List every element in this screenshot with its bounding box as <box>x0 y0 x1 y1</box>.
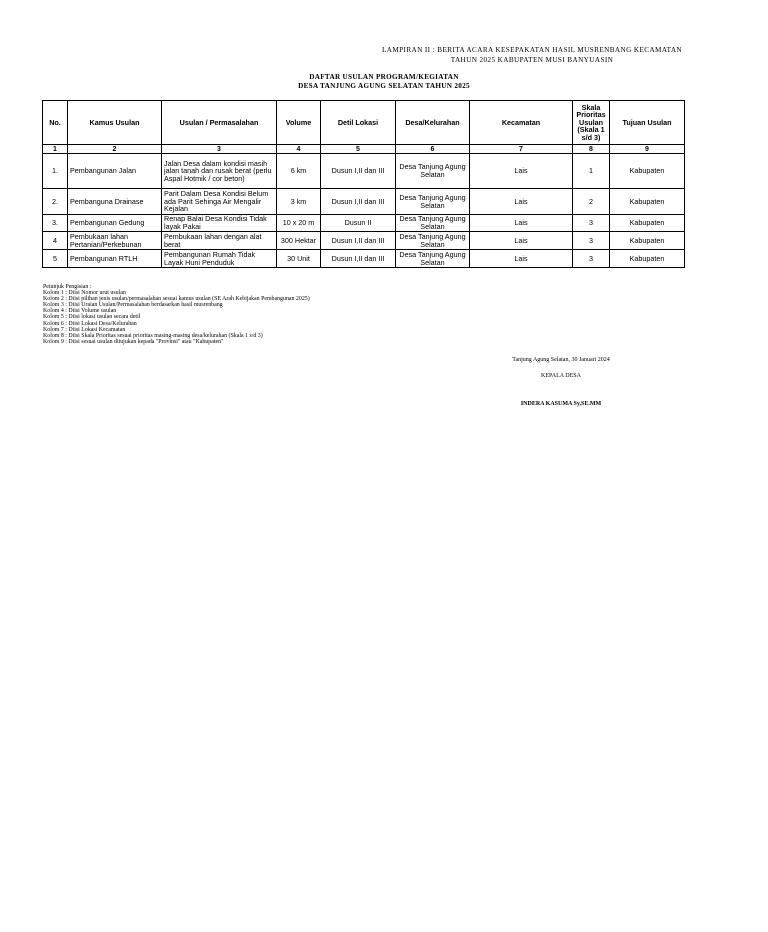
column-number: 6 <box>396 145 470 154</box>
title-line-2: DESA TANJUNG AGUNG SELATAN TAHUN 2025 <box>298 82 470 90</box>
cell-volume: 10 x 20 m <box>277 215 321 232</box>
cell-usulan: Pembukaan lahan dengan alat berat <box>162 232 277 250</box>
cell-skala: 3 <box>573 232 610 250</box>
table-row <box>43 154 685 189</box>
header-cell: No. <box>43 101 68 145</box>
instruction-line: Kolom 3 : Diisi Uraian Usulan/Permasalahan berdasarkan hasil musrenbang <box>43 302 223 309</box>
cell-skala: 2 <box>573 189 610 215</box>
cell-usulan: Renap Balai Desa Kondisi Tidak layak Pakai <box>162 215 277 232</box>
cell-lokasi: Dusun I,II dan III <box>321 189 396 215</box>
cell-volume: 300 Hektar <box>277 232 321 250</box>
instruction-line: Kolom 6 : Diisi Lokasi Desa/Kelurahan <box>43 320 137 327</box>
instruction-line: Kolom 8 : Diisi Skala Prioritas sesuai prioritas masing-masing desa/kelurahan (Skala 1 s/d 3) <box>43 332 263 339</box>
table-header-row <box>43 101 685 145</box>
cell-kecamatan: Lais <box>470 250 573 268</box>
column-number-row <box>43 145 685 154</box>
lampiran-header <box>330 45 734 65</box>
instruction-line: Kolom 2 : Diisi pilihan jenis usulan/permasalahan sesuai kamus usulan (SE Arah Kebijakan Pembangunan 2025) <box>43 296 310 303</box>
cell-usulan: Parit Dalam Desa Kondisi Belum ada Parit Sehinga Air Mengalir Kejalan <box>162 189 277 215</box>
cell-kamus: Pembanguna Drainase <box>68 189 162 215</box>
cell-lokasi: Dusun II <box>321 215 396 232</box>
cell-no: 2. <box>43 189 68 215</box>
header-cell: Usulan / Permasalahan <box>162 101 277 145</box>
header-cell: Detil Lokasi <box>321 101 396 145</box>
instruction-line: Kolom 1 : Diisi Nomor urut usulan <box>43 290 126 297</box>
cell-skala: 1 <box>573 154 610 189</box>
header-cell: Kecamatan <box>470 101 573 145</box>
table-row <box>43 215 685 232</box>
cell-kecamatan: Lais <box>470 215 573 232</box>
instruction-line: Kolom 9 : Diisi sesuai usulan ditujukan kepada "Provinsi" atau "Kabupaten" <box>43 338 224 345</box>
cell-lokasi: Dusun I,II dan III <box>321 232 396 250</box>
column-number: 8 <box>573 145 610 154</box>
cell-lokasi: Dusun I,II dan III <box>321 154 396 189</box>
column-number: 2 <box>68 145 162 154</box>
cell-volume: 6 km <box>277 154 321 189</box>
cell-no: 3. <box>43 215 68 232</box>
cell-desa: Desa Tanjung Agung Selatan <box>396 232 470 250</box>
column-number: 9 <box>610 145 685 154</box>
cell-tujuan: Kabupaten <box>610 232 685 250</box>
column-number: 4 <box>277 145 321 154</box>
table-row <box>43 232 685 250</box>
table-row <box>43 189 685 215</box>
instructions-title: Petunjuk Pengisian : <box>43 284 92 290</box>
cell-no: 5 <box>43 250 68 268</box>
lampiran-line-1: LAMPIRAN II : BERITA ACARA KESEPAKATAN HASIL MUSRENBANG KECAMATAN <box>381 46 683 54</box>
cell-kamus: Pembangunan Jalan <box>68 154 162 189</box>
cell-skala: 3 <box>573 215 610 232</box>
filling-instructions <box>43 284 463 345</box>
cell-usulan: Jalan Desa dalam kondisi masih jalan tanah dan rusak berat (perlu Aspal Hotmik / cor beton) <box>162 154 277 189</box>
cell-kamus: Pembukaan lahan Pertanian/Perkebunan <box>68 232 162 250</box>
cell-no: 1. <box>43 154 68 189</box>
header-cell: Kamus Usulan <box>68 101 162 145</box>
column-number: 7 <box>470 145 573 154</box>
signature-role: KEPALA DESA <box>541 373 581 379</box>
cell-kamus: Pembangunan RTLH <box>68 250 162 268</box>
signature-name: INDERA KASUMA Sy,SE.MM <box>520 401 602 407</box>
cell-kamus: Pembangunan Gedung <box>68 215 162 232</box>
cell-kecamatan: Lais <box>470 232 573 250</box>
cell-no: 4 <box>43 232 68 250</box>
cell-desa: Desa Tanjung Agung Selatan <box>396 154 470 189</box>
cell-volume: 3 km <box>277 189 321 215</box>
lampiran-line-2: TAHUN 2025 KABUPATEN MUSI BANYUASIN <box>450 56 614 64</box>
signature-place-date: Tanjung Agung Selatan, 30 Januari 2024 <box>512 357 610 363</box>
cell-tujuan: Kabupaten <box>610 154 685 189</box>
instruction-line: Kolom 5 : Diisi lokasi usulan secara detil <box>43 314 141 321</box>
cell-kecamatan: Lais <box>470 189 573 215</box>
column-number: 3 <box>162 145 277 154</box>
column-number: 1 <box>43 145 68 154</box>
instruction-line: Kolom 7 : Diisi Lokasi Kecamatan <box>43 326 126 333</box>
cell-desa: Desa Tanjung Agung Selatan <box>396 189 470 215</box>
cell-volume: 30 Unit <box>277 250 321 268</box>
cell-tujuan: Kabupaten <box>610 250 685 268</box>
document-title <box>230 73 538 91</box>
cell-desa: Desa Tanjung Agung Selatan <box>396 250 470 268</box>
cell-usulan: Pembangunan Rumah Tidak Layak Huni Penduduk <box>162 250 277 268</box>
cell-tujuan: Kabupaten <box>610 189 685 215</box>
cell-skala: 3 <box>573 250 610 268</box>
cell-tujuan: Kabupaten <box>610 215 685 232</box>
cell-kecamatan: Lais <box>470 154 573 189</box>
usulan-table <box>42 100 685 268</box>
column-number: 5 <box>321 145 396 154</box>
header-cell: Volume <box>277 101 321 145</box>
cell-desa: Desa Tanjung Agung Selatan <box>396 215 470 232</box>
cell-lokasi: Dusun I,II dan III <box>321 250 396 268</box>
instruction-line: Kolom 4 : Diisi Volume usulan <box>43 308 117 315</box>
table-row <box>43 250 685 268</box>
title-line-1: DAFTAR USULAN PROGRAM/KEGIATAN <box>309 73 459 81</box>
header-cell: Tujuan Usulan <box>610 101 685 145</box>
header-cell: Desa/Kelurahan <box>396 101 470 145</box>
header-cell: Skala Prioritas Usulan (Skala 1 s/d 3) <box>573 101 610 145</box>
